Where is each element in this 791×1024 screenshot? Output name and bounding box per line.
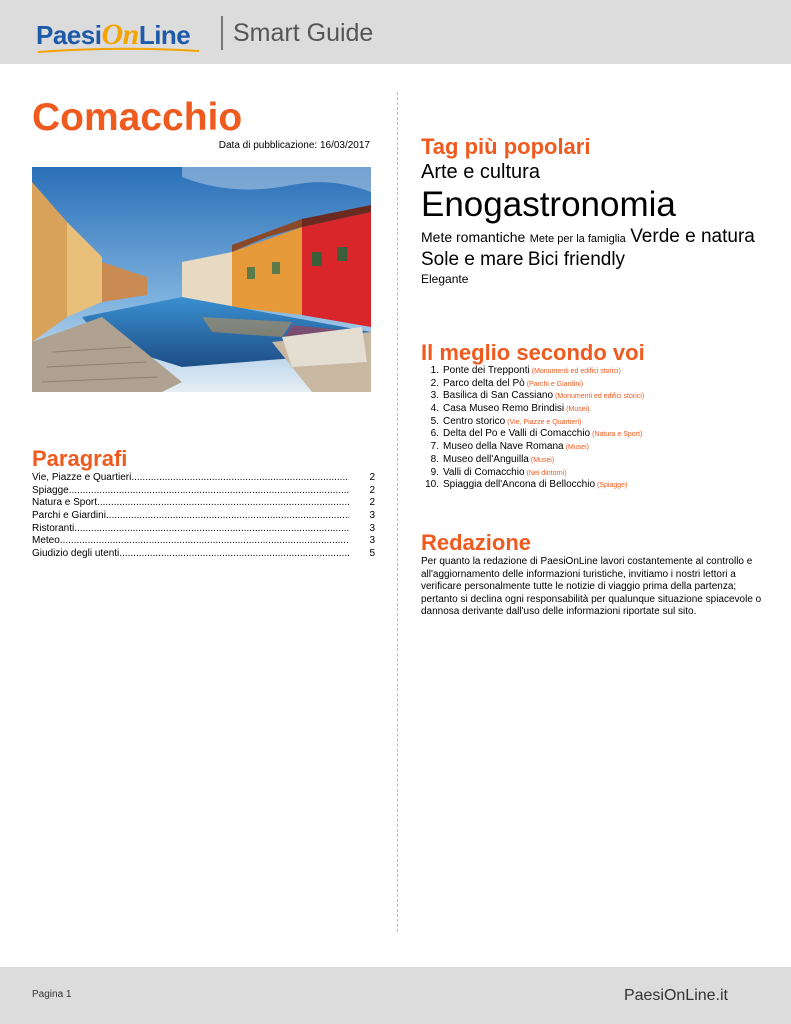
place-name: Museo della Nave Romana	[443, 441, 564, 453]
toc-row[interactable]	[32, 535, 375, 548]
place-category: (Musei)	[566, 406, 590, 414]
redazione-heading: Redazione	[421, 530, 532, 555]
best-list	[421, 365, 771, 492]
toc-row[interactable]	[32, 485, 375, 498]
place-category: (Vie, Piazze e Quartieri)	[507, 418, 582, 426]
column-separator	[397, 92, 398, 932]
publication-date: Data di pubblicazione: 16/03/2017	[218, 140, 370, 151]
tag-item[interactable]: Arte e cultura	[421, 161, 540, 183]
tag-item[interactable]: Verde e natura	[630, 226, 755, 247]
place-category: (Monumenti ed edifici storici)	[531, 368, 621, 375]
place-category: (Natura e Sport)	[592, 431, 643, 439]
tag-item[interactable]: Mete per la famiglia	[529, 233, 626, 245]
toc-row[interactable]	[32, 472, 375, 485]
toc-label: Vie, Piazze e Quartieri	[32, 472, 132, 483]
list-item[interactable]: 2. Parco delta del Pò (Parchi e Giardini)	[430, 377, 584, 389]
redazione-text: Per quanto la redazione di PaesiOnLine lavori costantemente al controllo e all'aggiornamento delle informazioni turistiche, invitiamo i nostri lettori a verificare personalmente tutte le notizie di viaggio prima della partenza; pertanto si declina ogni responsabilità per qualunque situazione spiacevole o dannosa derivante dall'uso delle informazioni riportate sul sito.	[421, 556, 762, 618]
place-name: Parco delta del Pò	[443, 377, 525, 389]
place-name: Delta del Po e Valli di Comacchio	[443, 428, 591, 440]
list-item[interactable]: 4. Casa Museo Remo Brindisi (Musei)	[430, 403, 590, 415]
place-category: (Spiagge)	[597, 482, 628, 490]
list-item[interactable]: 6. Delta del Po e Valli di Comacchio (Natura e Sport)	[430, 428, 643, 440]
list-item[interactable]: 9. Valli di Comacchio (Nei dintorni)	[430, 466, 567, 478]
tags-heading: Tag più popolari	[421, 134, 591, 159]
toc-leader	[106, 510, 349, 523]
list-item[interactable]: 3. Basilica di San Cassiano (Monumenti ed edifici storici)	[430, 390, 645, 402]
toc-row[interactable]	[32, 548, 375, 561]
toc-page-number: 3	[369, 522, 375, 534]
place-category: (Parchi e Giardini)	[526, 380, 584, 388]
page-title: Comacchio	[32, 96, 243, 139]
list-item[interactable]: 5. Centro storico (Vie, Piazze e Quartieri)	[430, 415, 582, 427]
place-name: Valli di Comacchio	[443, 466, 525, 478]
header-subtitle: Smart Guide	[233, 19, 374, 47]
toc-page-number: 2	[369, 484, 375, 496]
toc-leader	[69, 485, 349, 498]
toc-leader	[131, 472, 349, 485]
tag-cloud	[421, 160, 761, 286]
toc-label: Meteo	[32, 535, 60, 547]
place-name: Basilica di San Cassiano	[443, 390, 554, 402]
page-number: Pagina 1	[32, 989, 72, 1000]
toc-label: Ristoranti	[32, 522, 75, 534]
toc-row[interactable]	[32, 497, 375, 510]
toc-row[interactable]	[32, 510, 375, 523]
place-name: Centro storico	[443, 415, 506, 427]
tag-item[interactable]: Sole e mare	[421, 248, 524, 270]
toc-page-number: 3	[369, 510, 375, 522]
place-category: (Nei dintorni)	[526, 469, 567, 477]
place-category: (Monumenti ed edifici storici)	[555, 393, 645, 401]
site-link[interactable]: PaesiOnLine.it	[623, 987, 728, 1004]
place-name: Spiaggia dell'Ancona di Bellocchio	[443, 479, 596, 491]
table-of-contents	[32, 472, 375, 561]
header-divider	[221, 16, 223, 50]
tag-item[interactable]: Mete romantiche	[421, 229, 526, 245]
list-item[interactable]: 10. Spiaggia dell'Ancona di Bellocchio (Spiagge)	[425, 479, 628, 491]
list-item[interactable]: 8. Museo dell'Anguilla (Musei)	[430, 453, 555, 465]
page-footer	[0, 967, 791, 1024]
list-item[interactable]: 1. Ponte dei Trepponti (Monumenti ed edifici storici)	[430, 365, 621, 376]
place-category: (Musei)	[530, 456, 555, 464]
toc-page-number: 2	[369, 472, 375, 483]
place-name: Museo dell'Anguilla	[443, 453, 529, 465]
city-photo	[32, 167, 371, 392]
tag-item[interactable]: Bici friendly	[527, 248, 626, 270]
toc-label: Giudizio degli utenti	[32, 548, 120, 560]
list-item[interactable]: 7. Museo della Nave Romana (Musei)	[430, 441, 589, 453]
toc-label: Natura e Sport	[32, 497, 98, 509]
paesionline-logo[interactable]	[36, 12, 216, 56]
page-header	[0, 0, 791, 64]
place-name: Casa Museo Remo Brindisi	[443, 403, 565, 415]
tag-item[interactable]: Elegante	[421, 271, 469, 286]
toc-leader	[74, 523, 349, 536]
place-name: Ponte dei Trepponti	[443, 365, 530, 376]
toc-page-number: 3	[369, 535, 375, 547]
tag-item[interactable]: Enogastronomia	[421, 185, 676, 224]
paragrafi-heading: Paragrafi	[32, 446, 128, 471]
toc-row[interactable]	[32, 523, 375, 536]
toc-page-number: 2	[369, 497, 375, 509]
toc-label: Parchi e Giardini	[32, 510, 106, 522]
logo-wordmark: PaesiOnLine	[36, 18, 191, 51]
toc-leader	[119, 548, 349, 561]
toc-label: Spiagge	[32, 484, 69, 496]
toc-leader	[97, 497, 349, 510]
place-category: (Musei)	[565, 444, 589, 452]
best-heading: Il meglio secondo voi	[421, 340, 645, 365]
toc-page-number: 5	[369, 548, 375, 560]
toc-leader	[60, 535, 349, 548]
logo-swoosh-icon	[36, 46, 201, 56]
